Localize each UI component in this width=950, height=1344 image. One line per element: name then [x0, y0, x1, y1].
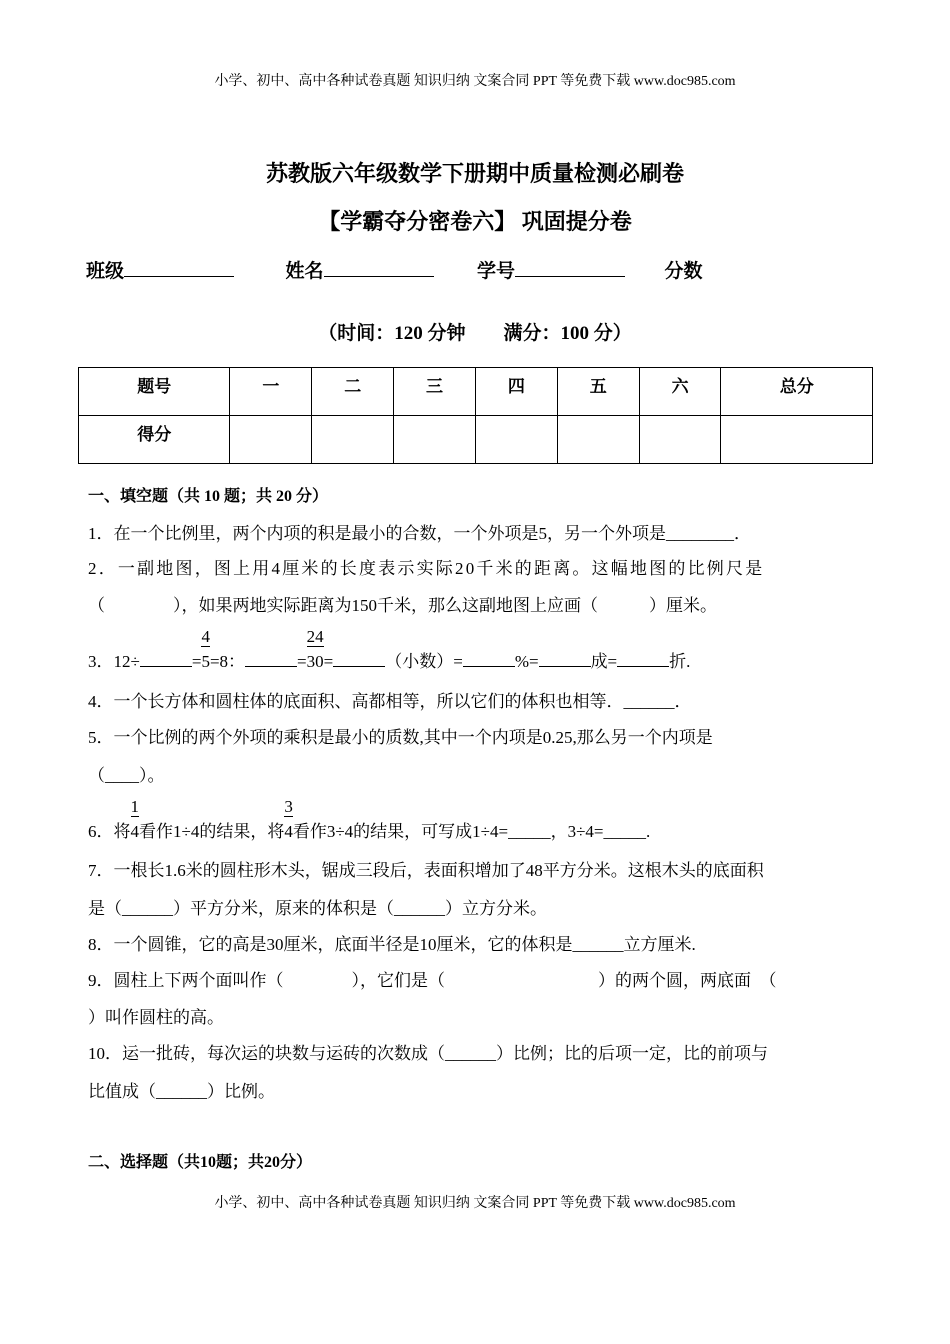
question-6 — [88, 797, 651, 842]
question-1: 1．在一个比例里，两个内项的积是最小的合数，一个外项是5，另一个外项是________． — [88, 524, 751, 543]
fraction — [201, 627, 210, 672]
score-cell[interactable] — [557, 416, 639, 464]
denominator: 4 — [284, 822, 293, 841]
exam-subtitle: 【学霸夺分密卷六】 巩固提分卷 — [318, 209, 632, 234]
denominator: 4 — [130, 822, 139, 841]
numerator: 4 — [201, 627, 210, 646]
score-label: 分数 — [664, 261, 703, 282]
class-field[interactable] — [124, 262, 234, 277]
question-7-cont: 是（______）平方分米，原来的体积是（______）立方分米。 — [88, 899, 547, 918]
q3-text: 成= — [590, 652, 618, 671]
q3-text: = — [323, 652, 334, 671]
fraction — [284, 797, 293, 842]
denominator: 30 — [306, 652, 324, 671]
question-9-cont: ）叫作圆柱的高。 — [88, 1008, 224, 1027]
q3-text: （小数）= — [385, 652, 463, 671]
answer-blank[interactable] — [140, 652, 192, 667]
time-line: （时间：120 分钟 满分：100 分） — [318, 323, 632, 344]
question-8: 8．一个圆锥，它的高是30厘米，底面半径是10厘米，它的体积是______立方厘米. — [88, 935, 696, 954]
question-4: 4．一个长方体和圆柱体的底面积、高都相等，所以它们的体积也相等．______． — [88, 692, 692, 711]
info-row — [86, 256, 703, 283]
q6-text: 6．将 — [88, 822, 131, 841]
id-field[interactable] — [515, 262, 625, 277]
q3-text: %= — [514, 652, 539, 671]
answer-blank[interactable] — [539, 652, 591, 667]
question-10: 10．运一批砖，每次运的块数与运砖的次数成（______）比例；比的后项一定，比的前项与 — [88, 1044, 768, 1063]
score-cell[interactable] — [639, 416, 721, 464]
q3-text: = — [297, 652, 307, 671]
q3-text: 3．12÷ — [88, 652, 140, 671]
class-label: 班级 — [86, 261, 125, 282]
question-10-cont: 比值成（______）比例。 — [88, 1082, 275, 1101]
table-cell: 总分 — [721, 368, 873, 416]
page-header: 小学、初中、高中各种试卷真题 知识归纳 文案合同 PPT 等免费下载 www.doc985.com — [214, 74, 736, 89]
question-2-cont: （ ），如果两地实际距离为150千米，那么这副地图上应画（ ）厘米。 — [88, 596, 717, 615]
score-cell[interactable] — [721, 416, 873, 464]
numerator: 1 — [130, 797, 139, 816]
table-row — [79, 368, 873, 416]
q3-text: = — [191, 652, 202, 671]
exam-title: 苏教版六年级数学下册期中质量检测必刷卷 — [265, 161, 684, 186]
score-cell[interactable] — [312, 416, 394, 464]
score-cell[interactable] — [230, 416, 312, 464]
score-cell[interactable] — [475, 416, 557, 464]
numerator: 3 — [284, 797, 293, 816]
question-5: 5．一个比例的两个外项的乘积是最小的质数,其中一个内项是0.25,那么另一个内项是 — [88, 728, 713, 747]
name-label: 姓名 — [285, 261, 324, 282]
q6-text: 看作1÷4的结果，将 — [139, 822, 285, 841]
q6-text: 看作3÷4的结果，可写成1÷4=_____，3÷4=_____. — [292, 822, 651, 841]
page-footer: 小学、初中、高中各种试卷真题 知识归纳 文案合同 PPT 等免费下载 www.doc985.com — [214, 1196, 736, 1211]
id-label: 学号 — [477, 261, 516, 282]
table-cell: 二 — [312, 368, 394, 416]
q3-text: 折. — [669, 652, 691, 671]
score-table — [78, 367, 873, 464]
fraction — [130, 797, 140, 842]
q3-text: =8： — [209, 652, 246, 671]
table-cell: 六 — [639, 368, 721, 416]
question-9: 9．圆柱上下两个面叫作（ ），它们是（ ）的两个圆，两底面 （ — [88, 971, 777, 990]
table-cell: 题号 — [79, 368, 230, 416]
score-cell[interactable] — [394, 416, 476, 464]
answer-blank[interactable] — [333, 652, 385, 667]
name-field[interactable] — [324, 262, 434, 277]
question-7: 7．一根长1.6米的圆柱形木头，锯成三段后，表面积增加了48平方分米。这根木头的底面积 — [88, 861, 764, 880]
question-3 — [88, 627, 691, 672]
table-cell: 三 — [394, 368, 476, 416]
question-2: 2．一副地图，图上用4厘米的长度表示实际20千米的距离。这幅地图的比例尺是 — [88, 559, 765, 578]
table-cell: 五 — [557, 368, 639, 416]
section-heading: 二、选择题（共10题；共20分） — [88, 1154, 313, 1171]
denominator: 5 — [201, 652, 210, 671]
table-cell: 一 — [230, 368, 312, 416]
section-heading: 一、填空题（共 10 题；共 20 分） — [88, 488, 329, 505]
table-cell: 四 — [475, 368, 557, 416]
answer-blank[interactable] — [463, 652, 515, 667]
fraction — [306, 627, 324, 672]
question-5-cont: （____）。 — [88, 766, 165, 785]
answer-blank[interactable] — [245, 652, 297, 667]
answer-blank[interactable] — [617, 652, 669, 667]
table-row — [79, 416, 873, 464]
table-cell: 得分 — [79, 416, 230, 464]
numerator: 24 — [306, 627, 324, 646]
